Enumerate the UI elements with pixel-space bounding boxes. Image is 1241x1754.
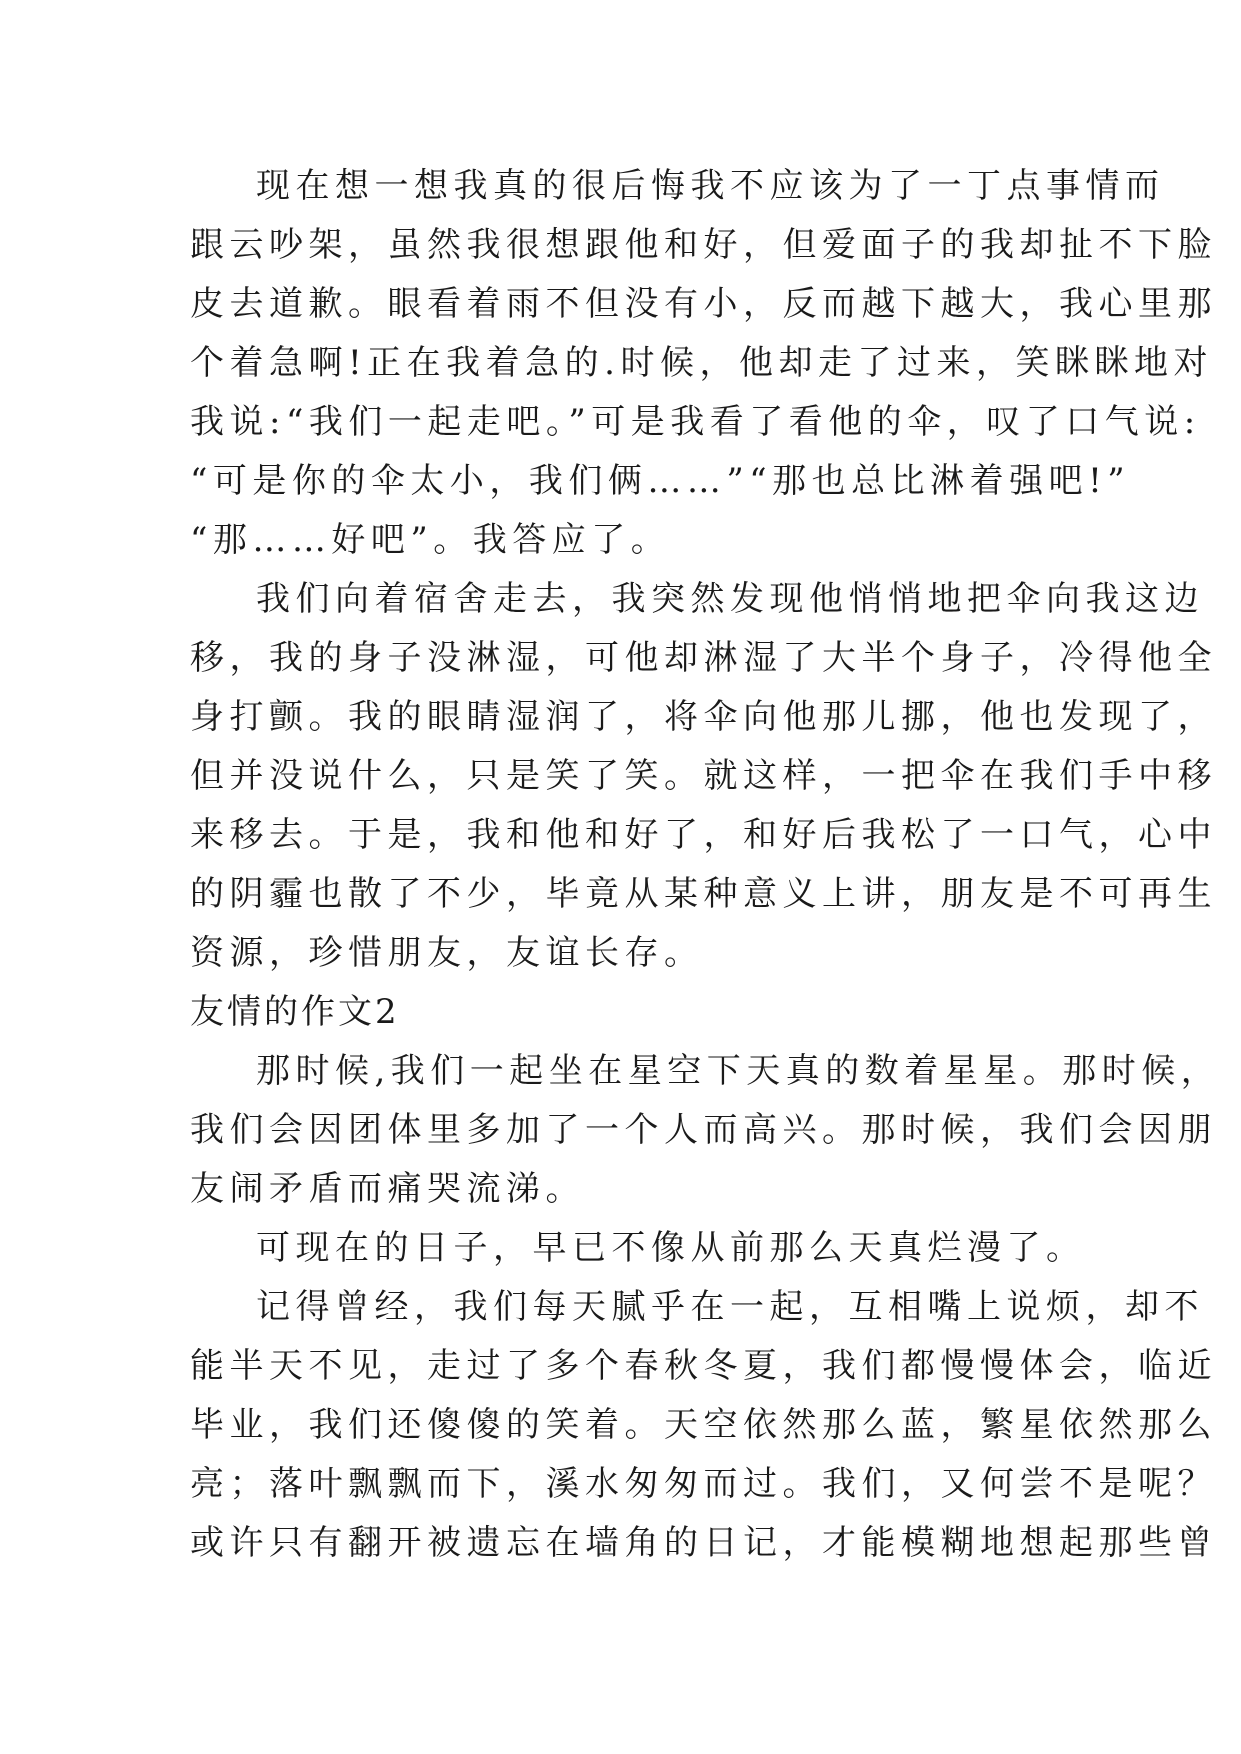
text-line: 我说:“我们一起走吧。”可是我看了看他的伞，叹了口气说: (190, 402, 1201, 442)
paragraph-2 (190, 570, 1217, 983)
text-line: 记得曾经，我们每天腻乎在一起，互相嘴上说烦，却不 (256, 1287, 1204, 1327)
text-line: 那时候,我们一起坐在星空下天真的数着星星。那时候， (256, 1051, 1221, 1091)
paragraph-4 (190, 1219, 1086, 1278)
text-line: “那……好吧”。我答应了。 (190, 520, 671, 560)
text-line: 我们会因团体里多加了一个人而高兴。那时候，我们会因朋 (190, 1110, 1217, 1150)
text-line: 但并没说什么，只是笑了笑。就这样，一把伞在我们手中移 (190, 756, 1217, 796)
text-line: 移，我的身子没淋湿，可他却淋湿了大半个身子，冷得他全 (190, 638, 1217, 678)
paragraph-3 (190, 1042, 1221, 1219)
text-line: 可现在的日子，早已不像从前那么天真烂漫了。 (256, 1228, 1086, 1268)
text-line: 资源，珍惜朋友，友谊长存。 (190, 933, 704, 973)
text-line: 友闹矛盾而痛哭流涕。 (190, 1169, 585, 1209)
section-heading: 友情的作文2 (190, 992, 400, 1032)
text-line: 或许只有翻开被遗忘在墙角的日记，才能模糊地想起那些曾 (190, 1523, 1217, 1563)
text-line: 个着急啊!正在我着急的.时候，他却走了过来，笑眯眯地对 (190, 343, 1213, 383)
text-line: “可是你的伞太小，我们俩……”“那也总比淋着强吧!” (190, 461, 1131, 501)
document-body (190, 157, 1221, 1573)
paragraph-1 (190, 157, 1217, 570)
text-line: 毕业，我们还傻傻的笑着。天空依然那么蓝，繁星依然那么 (190, 1405, 1217, 1445)
text-line: 来移去。于是，我和他和好了，和好后我松了一口气，心中 (190, 815, 1217, 855)
text-line: 皮去道歉。眼看着雨不但没有小，反而越下越大，我心里那 (190, 284, 1217, 324)
text-line: 现在想一想我真的很后悔我不应该为了一丁点事情而 (256, 166, 1165, 206)
text-line: 亮；落叶飘飘而下，溪水匆匆而过。我们，又何尝不是呢？ (190, 1464, 1217, 1504)
text-line: 跟云吵架，虽然我很想跟他和好，但爱面子的我却扯不下脸 (190, 225, 1217, 265)
text-line: 身打颤。我的眼睛湿润了，将伞向他那儿挪，他也发现了， (190, 697, 1217, 737)
paragraph-5 (190, 1278, 1217, 1573)
text-line: 的阴霾也散了不少，毕竟从某种意义上讲，朋友是不可再生 (190, 874, 1217, 914)
text-line: 我们向着宿舍走去，我突然发现他悄悄地把伞向我这边 (256, 579, 1204, 619)
text-line: 能半天不见，走过了多个春秋冬夏，我们都慢慢体会，临近 (190, 1346, 1217, 1386)
